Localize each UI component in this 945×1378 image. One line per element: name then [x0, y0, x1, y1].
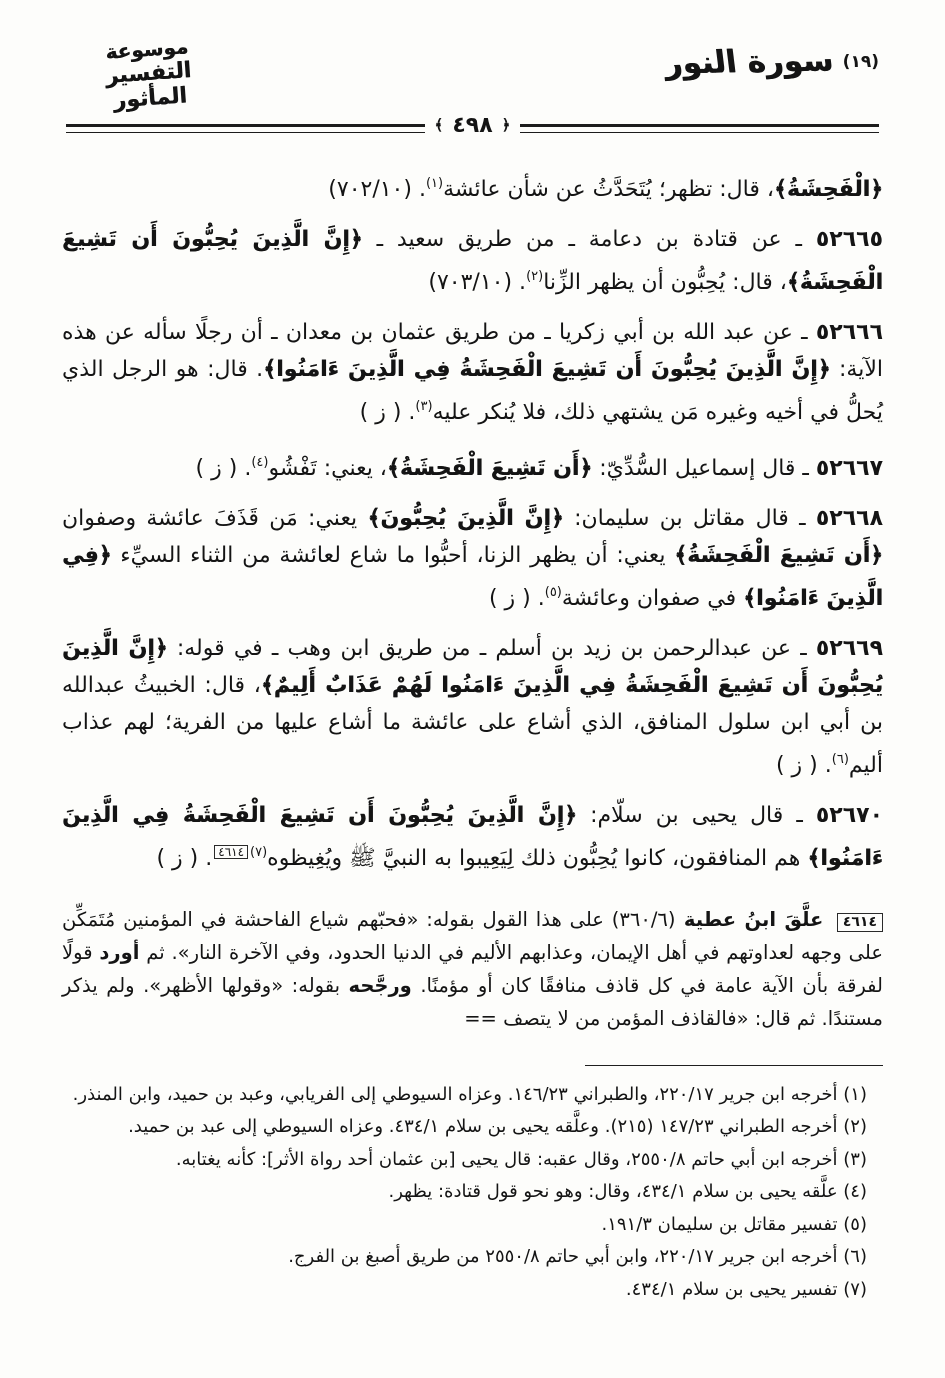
text-run-quran: ﴿فِي الَّذِينَ ءَامَنُوا﴾: [62, 542, 883, 611]
footnote-separator: [585, 1065, 883, 1066]
narration-continuation: [62, 165, 883, 208]
header-row: [66, 34, 879, 114]
main-text: [0, 141, 945, 877]
footnotes: [0, 1080, 945, 1306]
text-run-quran: ﴿أَن تَشِيعَ الْفَحِشَةُ﴾: [386, 455, 593, 481]
text-run-sup: (٥): [544, 584, 562, 600]
text-run-num: ٥٢٦٦٥: [815, 226, 884, 252]
footnote-1: (١) أخرجه ابن جرير ٢٢٠/١٧، والطبراني ١٤٦/٢٣. وعزاه السيوطي إلى الفريابي، وعبد بن حميد، وابن المنذر.: [72, 1083, 867, 1105]
text-run-text: ، قال: يُحِبُّون أن يظهر الزِّنا: [543, 269, 787, 295]
narration-52668: [62, 500, 883, 617]
footnote-3: (٣) أخرجه ابن أبي حاتم ٢٥٥٠/٨، وقال عقبه: قال يحيى [بن عثمان أحد رواة الأثر]: كأنه يغتابه.: [175, 1148, 867, 1170]
footnote-7: (٧) تفسير يحيى بن سلام ٤٣٤/١.: [625, 1278, 867, 1300]
text-run-num: ٥٢٦٦٩: [815, 635, 884, 661]
narration-52669: [62, 630, 883, 784]
footnote-6: (٦) أخرجه ابن جرير ٢٢٠/١٧، وابن أبي حاتم ٢٥٥٠/٨ من طريق أصبغ بن الفرج.: [288, 1246, 867, 1268]
text-run-quran: ﴿أَن تَشِيعَ الْفَحِشَةُ﴾: [674, 542, 884, 568]
double-rule-right: [520, 124, 879, 133]
text-run-text: ، يعني: تَفْشُو: [268, 455, 387, 481]
text-run-quran: ﴿إِنَّ الَّذِينَ يُحِبُّونَ أَن تَشِيعَ الْفَحِشَةُ فِي الَّذِينَ ءَامَنُوا لَهُمْ عَذَابٌ أَلِيمٌ﴾: [62, 635, 883, 698]
text-run-sup: (٣): [415, 398, 433, 414]
book-logo-bottom: التفسير المأثور: [104, 58, 193, 114]
text-run-quran: ﴿إِنَّ الَّذِينَ يُحِبُّونَ أَن تَشِيعَ الْفَحِشَةُ فِي الَّذِينَ ءَامَنُوا﴾: [62, 802, 883, 871]
narration-52667: [62, 444, 883, 487]
text-run-text: ـ عن عبد الله بن أبي زكريا ـ من طريق عثمان بن معدان ـ أن رجلًا سأله عن هذه الآية:: [62, 319, 883, 382]
surah-heading: [661, 38, 879, 82]
text-run-text: ـ عن عبدالرحمن بن زيد بن أسلم ـ من طريق ابن وهب ـ في قوله:: [167, 635, 816, 661]
commentary-paragraph: [62, 903, 883, 1035]
text-run-sup: (٢): [526, 268, 544, 284]
page-header: [0, 0, 945, 141]
text-run-text: . (٧٠٣/١٠): [428, 269, 527, 295]
text-run-num: ٥٢٦٦٨: [815, 505, 883, 531]
text-run-text: بقوله: «وقولها الأظهر». ولم يذكر مستندًا. ثم قال: «فالقاذف المؤمن من لا يتصف ==: [62, 973, 883, 1030]
text-run-text: يعني: أن يظهر الزنا، أحبُّوا ما شاع لعائشة من الثناء السيِّء: [111, 542, 675, 568]
text-run-sup: (١): [425, 175, 444, 191]
footnote-4: (٤) علَّقه يحيى بن سلام ٤٣٤/١، وقال: وهو نحو قول قتادة: يظهر.: [388, 1181, 867, 1203]
text-run-refbox: ٤٦١٤: [837, 913, 883, 932]
text-run-text: ـ قال إسماعيل السُّدِّيّ:: [592, 455, 816, 481]
double-rule-left: [66, 124, 425, 133]
text-run-text: قولًا لفرقة بأن الآية عامة في كل قاذف منافقًا كان أو مؤمنًا.: [62, 940, 883, 997]
text-run-bold: علَّقَ ابنُ عطية: [675, 907, 832, 931]
text-run-num: ٥٢٦٧٠: [815, 802, 884, 828]
text-run-text: ـ قال مقاتل بن سليمان:: [563, 505, 816, 531]
text-run-bold: أورد: [99, 940, 140, 964]
text-run-text: . ( ز ): [195, 455, 252, 481]
footnote-5: (٥) تفسير مقاتل بن سليمان ١٩١/٣.: [601, 1213, 867, 1235]
text-run-quran: ﴿إِنَّ الَّذِينَ يُحِبُّونَ أَن تَشِيعَ الْفَحِشَةُ فِي الَّذِينَ ءَامَنُوا﴾: [263, 356, 831, 382]
footnote-2: (٢) أخرجه الطبراني ١٤٧/٢٣ (٢١٥). وعلَّقه يحيى بن سلام ٤٣٤/١. وعزاه السيوطي إلى عبد بن حميد.: [128, 1116, 867, 1138]
text-run-text: يعني: مَن قَذَفَ عائشة وصفوان: [62, 505, 368, 531]
text-run-ref: ٤٦١٤: [214, 845, 248, 859]
text-run-text: (٣٦٠/٦) على هذا القول بقوله: «فحبّهم شياع الفاحشة في المؤمنين مُتَمَكِّن على وجهه لعداوتهم في أهل الإيمان، وعذابهم الأليم في الدنيا الحدود، وفي الآخرة النار». ثم: [62, 907, 883, 964]
text-run-text: ـ قال يحيى بن سلّام:: [577, 802, 816, 828]
text-run-text: . ( ز ): [488, 585, 545, 611]
text-run-text: هم المنافقون، كانوا يُحِبُّون ذلك لِيَعِيبوا به النبيَّ ﷺ ويُغِيظوه: [267, 845, 808, 871]
surah-title: سورة النور: [661, 42, 835, 82]
narration-52670: [62, 797, 883, 877]
text-run-text: ، قال: الخبيثُ عبدالله بن أبي ابن سلول المنافق، الذي أشاع على عائشة ما أشاع عليها من الفرية؛ لهم عذاب أليم: [62, 672, 883, 778]
text-run-text: ، قال: تظهر؛ يُتَحَدَّثُ عن شأن عائشة: [443, 176, 774, 202]
text-run-text: . (٧٠٢/١٠): [328, 176, 426, 202]
page-number-block: [435, 113, 511, 138]
text-run-sup: (٧): [250, 844, 268, 860]
flourish-icon: ﴾: [434, 116, 444, 135]
commentary-note: [0, 903, 945, 1035]
text-run-text: . ( ز ): [156, 845, 213, 871]
text-run-num: ٥٢٦٦٦: [815, 319, 883, 345]
text-run-sup: (٤): [251, 454, 269, 470]
page-number-rule: [66, 112, 879, 141]
text-run-num: ٥٢٦٦٧: [815, 455, 883, 481]
surah-number: (١٩): [842, 52, 879, 72]
narration-52666: [62, 314, 883, 431]
text-run-text: ـ عن قتادة بن دعامة ـ من طريق سعيد ـ: [362, 226, 816, 252]
text-run-text: . ( ز ): [359, 399, 416, 425]
text-run-quran: ﴿الْفَحِشَةُ﴾: [773, 176, 883, 202]
book-logo-top: موسوعة: [104, 34, 189, 64]
text-run-text: في صفوان وعائشة: [561, 585, 744, 611]
text-run-bold: ورجَّحه: [348, 973, 412, 997]
text-run-sup: (٦): [831, 751, 849, 767]
text-run-text: . قال: هو الرجل الذي يُحلُّ في أخيه وغيره مَن يشتهي ذلك، فلا يُنكر عليه: [62, 356, 883, 425]
text-run-quran: ﴿إِنَّ الَّذِينَ يُحِبُّونَ أَن تَشِيعَ الْفَحِشَةُ﴾: [62, 226, 883, 295]
text-run-quran: ﴿إِنَّ الَّذِينَ يُحِبُّونَ﴾: [367, 505, 564, 531]
page-number: ٤٩٨: [452, 112, 493, 138]
narration-52665: [62, 221, 883, 301]
text-run-text: . ( ز ): [775, 752, 832, 778]
book-logo: [64, 32, 234, 117]
flourish-icon: ﴿: [501, 116, 511, 135]
